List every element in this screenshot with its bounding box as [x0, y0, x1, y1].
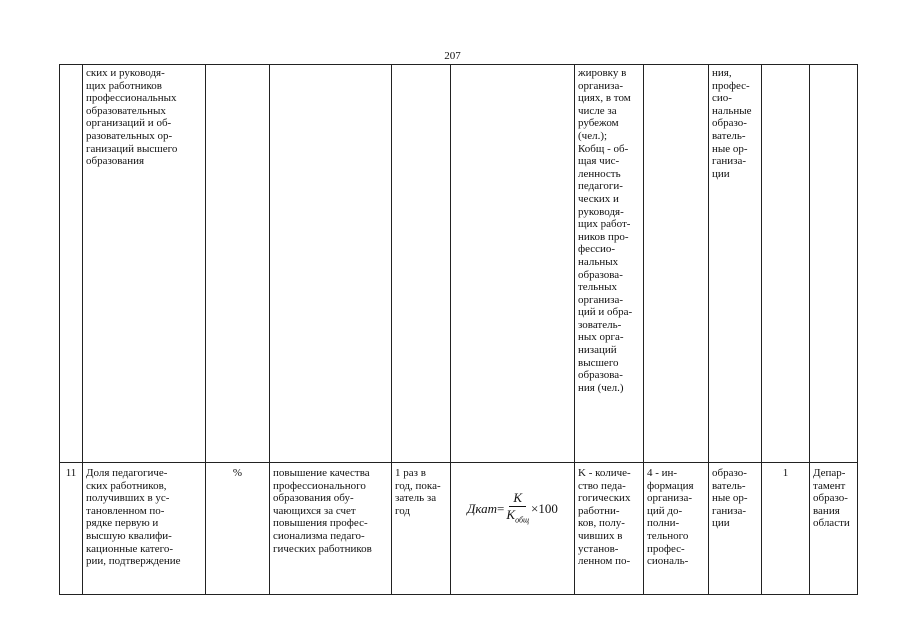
- cell-department: Депар- тамент образо- вания области: [810, 463, 858, 595]
- formula-lhs: Дкат: [467, 500, 498, 516]
- cell-frequency: [392, 65, 451, 463]
- table-row: [60, 65, 858, 463]
- cell-goal: [270, 65, 392, 463]
- cell-number: [60, 65, 83, 463]
- formula-denominator-base: K: [506, 506, 516, 522]
- cell-definition: жировку в организа- циях, в том числе за рубежом (чел.); Кобщ - об- щая чис- ленность педагоги- ческих и руководя- щих работ- ников про- фессио- нальных образова- тельных организа- ций и обра- зователь- ных орга- низаций высшего образова- ния (чел.): [575, 65, 644, 463]
- cell-department: [810, 65, 858, 463]
- cell-formula: [451, 65, 575, 463]
- cell-indicator: Доля педагогиче- ских работников, получивших в ус- тановленном по- рядке первую и высшую квалифи- кационные катего- рии, подтверждение: [83, 463, 206, 595]
- formula-denominator: [506, 507, 529, 529]
- cell-source: 4 - ин- формация организа- ций до- полни- тельного профес- сиональ-: [644, 463, 709, 595]
- formula: [454, 480, 571, 529]
- formula-times: ×100: [531, 500, 558, 516]
- cell-indicator: ских и руководя- щих работников профессиональных образовательных организаций и об- разовательных ор- ганизаций высшего образования: [83, 65, 206, 463]
- formula-denominator-sub: общ: [515, 515, 530, 525]
- cell-source: [644, 65, 709, 463]
- table-row: [60, 463, 858, 595]
- cell-definition: K - количе- ство педа- гогических работни- ков, полу- чивших в установ- ленном по-: [575, 463, 644, 595]
- cell-unit: %: [206, 463, 270, 595]
- cell-goal: повышение качества профессионального образования обу- чающихся за счет повышения профес- сионализма педаго- гических работников: [270, 463, 392, 595]
- cell-value: [762, 65, 810, 463]
- cell-value: 1: [762, 463, 810, 595]
- cell-number: 11: [60, 463, 83, 595]
- cell-responsible: образо- ватель- ные ор- ганиза- ции: [709, 463, 762, 595]
- formula-equals: =: [497, 500, 505, 516]
- cell-frequency: 1 раз в год, пока- затель за год: [392, 463, 451, 595]
- page-number: 207: [444, 50, 461, 62]
- cell-responsible: ния, профес- сио- нальные образо- ватель- ные ор- ганиза- ции: [709, 65, 762, 463]
- formula-numerator: K: [509, 490, 526, 507]
- cell-formula: [451, 463, 575, 595]
- cell-unit: [206, 65, 270, 463]
- indicators-table: [59, 64, 858, 595]
- formula-fraction: [506, 490, 529, 529]
